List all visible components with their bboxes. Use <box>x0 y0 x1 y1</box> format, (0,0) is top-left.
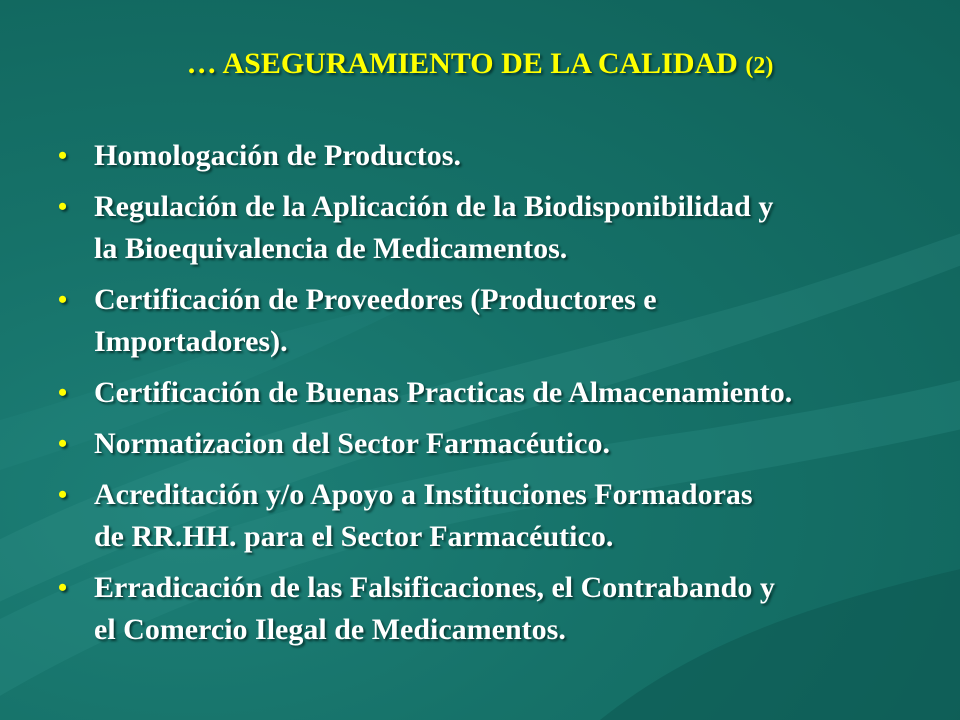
bullet-text: Normatizacion del Sector Farmacéutico. <box>94 427 610 460</box>
bullet-text: Certificación de Buenas Practicas de Almacenamiento. <box>94 376 793 409</box>
bullet-item-regulacion <box>56 186 926 270</box>
bullet-item-certificacion-almacenamiento <box>56 372 926 414</box>
bullet-dot-icon: • <box>58 429 68 458</box>
bullet-dot-icon: • <box>58 573 68 602</box>
bullet-dot-icon: • <box>58 141 68 170</box>
bullet-text: Acreditación y/o Apoyo a Instituciones Formadoras de RR.HH. para el Sector Farmacéutico. <box>94 478 753 553</box>
bullet-item-acreditacion <box>56 474 926 558</box>
bullet-text: Homologación de Productos. <box>94 139 461 172</box>
bullet-item-homologacion <box>56 135 926 177</box>
bullet-text: Regulación de la Aplicación de la Biodisponibilidad y la Bioequivalencia de Medicamentos. <box>94 190 774 265</box>
bullet-item-normatizacion <box>56 423 926 465</box>
bullet-item-certificacion-proveedores <box>56 279 926 363</box>
bullet-dot-icon: • <box>58 285 68 314</box>
slide-title-text: … ASEGURAMIENTO DE LA CALIDAD <box>186 47 738 80</box>
bullet-dot-icon: • <box>58 192 68 221</box>
bullet-text: Erradicación de las Falsificaciones, el Contrabando y el Comercio Ilegal de Medicamentos. <box>94 571 775 646</box>
bullet-dot-icon: • <box>58 378 68 407</box>
bullet-item-erradicacion <box>56 567 926 651</box>
bullet-text: Certificación de Proveedores (Productores e Importadores). <box>94 283 657 358</box>
slide-title-number: (2) <box>745 53 774 79</box>
slide-title <box>0 44 960 86</box>
bullet-dot-icon: • <box>58 480 68 509</box>
bullet-list <box>56 135 926 660</box>
